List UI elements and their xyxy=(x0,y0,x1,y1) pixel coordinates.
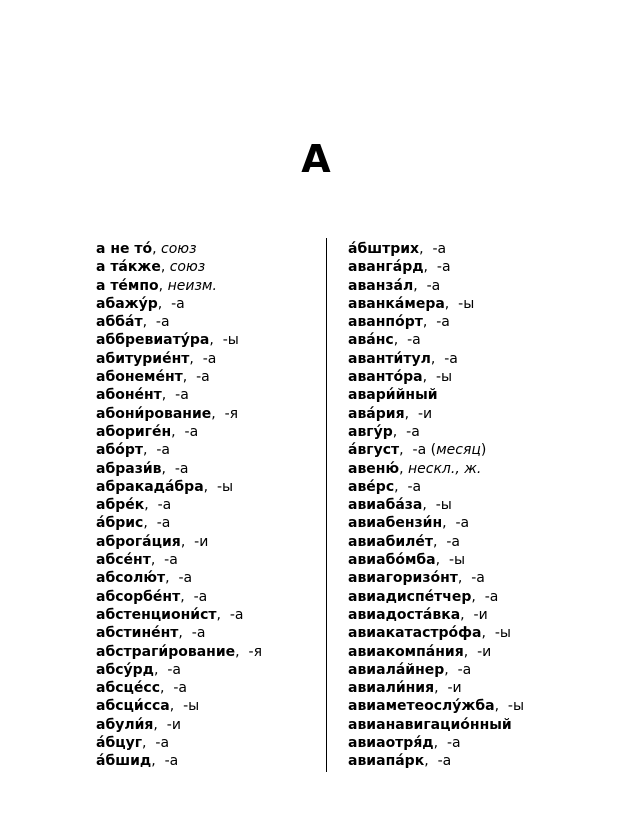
headword: абстенциони́ст xyxy=(96,606,217,623)
headword: авиаба́за xyxy=(348,497,423,514)
dictionary-entry: авиали́ния, -и xyxy=(348,680,462,697)
dictionary-entry: ава́рия, -и xyxy=(348,405,433,422)
dictionary-entry xyxy=(348,716,588,734)
inflection-ending: -а xyxy=(173,680,187,697)
dictionary-entry: а те́мпо, неизм. xyxy=(96,277,217,294)
dictionary-entry: авиабо́мба, -ы xyxy=(348,552,466,569)
headword: аве́рс xyxy=(348,478,395,495)
inflection-ending: -а xyxy=(178,570,193,587)
inflection-ending: -а xyxy=(406,423,420,440)
dictionary-entry: авиаметеослу́жба, -ы xyxy=(348,698,525,715)
dictionary-entry: аванти́тул, -а xyxy=(348,350,458,367)
dictionary-entry xyxy=(348,386,588,404)
inflection-ending: -а xyxy=(229,606,244,623)
section-letter-heading: А xyxy=(301,137,331,181)
headword: абоне́нт xyxy=(96,387,162,404)
dictionary-entry: абстраги́рование, -я xyxy=(96,643,262,660)
column-divider xyxy=(326,238,327,772)
headword: авиадиспе́тчер xyxy=(348,588,472,605)
headword: абитурие́нт xyxy=(96,350,190,367)
inflection-ending: -а xyxy=(436,259,451,276)
headword: абстине́нт xyxy=(96,625,179,642)
dictionary-entry: авиадиспе́тчер, -а xyxy=(348,588,499,605)
dictionary-entry: аве́рс, -а xyxy=(348,478,422,495)
headword: абонеме́нт xyxy=(96,369,183,386)
headword: авиабиле́т xyxy=(348,533,434,550)
dictionary-entry: або́рт, -а xyxy=(96,442,170,459)
dictionary-entry: абба́т, -а xyxy=(96,314,170,331)
headword: авиакомпа́ния xyxy=(348,643,464,660)
dictionary-entry: абсе́нт, -а xyxy=(96,552,178,569)
headword: авари́йный xyxy=(348,387,438,404)
inflection-ending: -а xyxy=(412,442,427,459)
dictionary-entry: абсу́рд, -а xyxy=(96,661,181,678)
inflection-ending: -я xyxy=(224,405,239,422)
dictionary-entry: абориге́н, -а xyxy=(96,423,199,440)
headword: авиагоризо́нт xyxy=(348,570,458,587)
inflection-ending: -и xyxy=(473,606,488,623)
inflection-ending: -а xyxy=(155,314,170,331)
inflection-ending: -а xyxy=(446,735,461,752)
dictionary-entry: абсорбе́нт, -а xyxy=(96,588,208,605)
dictionary-entry: авиабензи́н, -а xyxy=(348,515,470,532)
headword: авгу́р xyxy=(348,423,393,440)
inflection-ending: -а xyxy=(432,241,447,257)
inflection-ending: -а xyxy=(191,625,206,642)
inflection-ending: -а xyxy=(156,442,170,459)
dictionary-entry: ава́нс, -а xyxy=(348,332,421,349)
dictionary-entry: авиадоста́вка, -и xyxy=(348,606,488,623)
inflection-ending: -ы xyxy=(448,552,466,569)
inflection-ending: -а xyxy=(175,387,189,404)
dictionary-entry: абитурие́нт, -а xyxy=(96,350,217,367)
headword: авеню́ xyxy=(348,460,400,477)
headword: абстраги́рование xyxy=(96,643,236,660)
inflection-ending: -а xyxy=(167,661,181,678)
usage-note: неизм. xyxy=(167,277,217,294)
headword: аброга́ция xyxy=(96,533,181,550)
headword: абсе́нт xyxy=(96,552,151,569)
headword: аббревиату́ра xyxy=(96,332,210,349)
inflection-ending: -а xyxy=(444,350,458,367)
inflection-ending: -ы xyxy=(435,497,452,514)
headword: аванпо́рт xyxy=(348,314,423,331)
headword: абориге́н xyxy=(96,423,172,440)
headword: а́бштрих xyxy=(348,241,420,257)
dictionary-column-left xyxy=(96,240,336,771)
dictionary-entry: абракада́бра, -ы xyxy=(96,478,234,495)
dictionary-entry: аванпо́рт, -а xyxy=(348,314,450,331)
inflection-ending: -а xyxy=(171,295,185,312)
inflection-ending: -ы xyxy=(436,369,453,386)
dictionary-entry: авиаба́за, -ы xyxy=(348,497,452,514)
headword: авианавигацио́нный xyxy=(348,716,512,733)
headword: абули́я xyxy=(96,716,154,733)
usage-note: месяц xyxy=(436,442,481,459)
inflection-ending: -а xyxy=(164,552,178,569)
dictionary-entry: авиакатастро́фа, -ы xyxy=(348,625,511,642)
headword: а та́кже xyxy=(96,259,161,276)
dictionary-entry: абоне́нт, -а xyxy=(96,387,189,404)
headword: а́вгуст xyxy=(348,442,400,459)
inflection-ending: -а xyxy=(174,460,189,477)
inflection-ending: -и xyxy=(477,643,492,660)
headword: аванто́ра xyxy=(348,369,423,386)
dictionary-entry: авиала́йнер, -а xyxy=(348,661,472,678)
dictionary-entry: абстине́нт, -а xyxy=(96,625,206,642)
dictionary-entry: абони́рование, -я xyxy=(96,405,239,422)
dictionary-entry: абрази́в, -а xyxy=(96,460,189,477)
usage-note: нескл., ж. xyxy=(408,460,482,477)
inflection-ending: -и xyxy=(447,680,462,697)
inflection-ending: -а xyxy=(426,277,441,294)
headword: абсце́сс xyxy=(96,680,160,697)
dictionary-entry: абажу́р, -а xyxy=(96,295,185,312)
headword: абсорбе́нт xyxy=(96,588,181,605)
dictionary-entry: а́бштрих, -а xyxy=(348,241,447,257)
headword: авиаметеослу́жба xyxy=(348,698,495,715)
dictionary-entry: абсци́сса, -ы xyxy=(96,698,200,715)
headword: авиадоста́вка xyxy=(348,606,461,623)
inflection-ending: -а xyxy=(455,515,470,532)
headword: абсу́рд xyxy=(96,661,154,678)
headword: аванга́рд xyxy=(348,259,424,276)
headword: а́бцуг xyxy=(96,735,143,752)
dictionary-entry: абре́к, -а xyxy=(96,497,172,514)
dictionary-entry: абстенциони́ст, -а xyxy=(96,606,244,623)
inflection-ending: -а xyxy=(157,497,172,514)
dictionary-entry: авиапа́рк, -а xyxy=(348,753,452,770)
headword: абони́рование xyxy=(96,405,212,422)
inflection-ending: -а xyxy=(407,478,422,495)
headword: авиабензи́н xyxy=(348,515,443,532)
inflection-ending: -ы xyxy=(222,332,239,349)
inflection-ending: -а xyxy=(446,533,461,550)
headword: абсци́сса xyxy=(96,698,170,715)
inflection-ending: -я xyxy=(248,643,262,660)
inflection-ending: -и xyxy=(417,405,433,422)
inflection-ending: -а xyxy=(184,423,199,440)
headword: абба́т xyxy=(96,314,143,331)
usage-note: союз xyxy=(169,259,206,276)
inflection-ending: -ы xyxy=(494,625,511,642)
headword: а не то́ xyxy=(96,241,153,257)
dictionary-entry: абсце́сс, -а xyxy=(96,680,187,697)
dictionary-entry: абонеме́нт, -а xyxy=(96,369,210,386)
dictionary-entry: абсолю́т, -а xyxy=(96,570,193,587)
headword: абре́к xyxy=(96,497,145,514)
dictionary-entry: авеню́, нескл., ж. xyxy=(348,460,482,477)
dictionary-entry: авиакомпа́ния, -и xyxy=(348,643,492,660)
inflection-ending: -а xyxy=(196,369,210,386)
headword: а́бшид xyxy=(96,753,152,770)
headword: авиала́йнер xyxy=(348,661,445,678)
headword: а́брис xyxy=(96,515,144,532)
inflection-ending: -ы xyxy=(183,698,200,715)
dictionary-entry: аванза́л, -а xyxy=(348,277,441,294)
inflection-ending: -а xyxy=(156,515,171,532)
dictionary-entry: аванга́рд, -а xyxy=(348,259,451,276)
headword: аванза́л xyxy=(348,277,414,294)
headword: або́рт xyxy=(96,442,143,459)
dictionary-entry: а́вгуст, -а (месяц) xyxy=(348,442,487,459)
inflection-ending: -а xyxy=(471,570,485,587)
dictionary-entry: а та́кже, союз xyxy=(96,259,206,276)
usage-note: союз xyxy=(161,241,197,257)
headword: аванка́мера xyxy=(348,295,445,312)
headword: авиабо́мба xyxy=(348,552,436,569)
dictionary-entry: а не то́, союз xyxy=(96,241,197,257)
dictionary-entry: авиагоризо́нт, -а xyxy=(348,570,485,587)
headword: абракада́бра xyxy=(96,478,204,495)
inflection-ending: -а xyxy=(436,314,450,331)
inflection-ending: -ы xyxy=(507,698,525,715)
headword: авиали́ния xyxy=(348,680,435,697)
inflection-ending: -ы xyxy=(217,478,234,495)
inflection-ending: -а xyxy=(193,588,208,605)
inflection-ending: -ы xyxy=(458,295,475,312)
inflection-ending: -а xyxy=(457,661,472,678)
dictionary-entry: а́бцуг, -а xyxy=(96,735,170,752)
headword: абажу́р xyxy=(96,295,158,312)
headword: авиакатастро́фа xyxy=(348,625,482,642)
inflection-ending: -и xyxy=(166,716,181,733)
dictionary-entry: аванто́ра, -ы xyxy=(348,369,453,386)
inflection-ending: -а xyxy=(407,332,421,349)
inflection-ending: -и xyxy=(194,533,209,550)
dictionary-entry: авиаотря́д, -а xyxy=(348,735,461,752)
dictionary-entry: аванка́мера, -ы xyxy=(348,295,475,312)
dictionary-entry: авиабиле́т, -а xyxy=(348,533,461,550)
dictionary-column-right xyxy=(348,240,588,771)
dictionary-entry: авгу́р, -а xyxy=(348,423,420,440)
headword: аванти́тул xyxy=(348,350,431,367)
inflection-ending: -а xyxy=(202,350,217,367)
inflection-ending: -а xyxy=(164,753,179,770)
headword: авиаотря́д xyxy=(348,735,434,752)
headword: авиапа́рк xyxy=(348,753,425,770)
inflection-ending: -а xyxy=(155,735,170,752)
dictionary-entry: а́бшид, -а xyxy=(96,753,179,770)
headword: абрази́в xyxy=(96,460,162,477)
dictionary-entry: а́брис, -а xyxy=(96,515,171,532)
headword: ава́рия xyxy=(348,405,405,422)
headword: ава́нс xyxy=(348,332,394,349)
headword: а те́мпо xyxy=(96,277,159,294)
dictionary-entry: абули́я, -и xyxy=(96,716,181,733)
inflection-ending: -а xyxy=(484,588,499,605)
inflection-ending: -а xyxy=(437,753,452,770)
dictionary-entry: аббревиату́ра, -ы xyxy=(96,332,239,349)
dictionary-entry: аброга́ция, -и xyxy=(96,533,209,550)
headword: абсолю́т xyxy=(96,570,166,587)
